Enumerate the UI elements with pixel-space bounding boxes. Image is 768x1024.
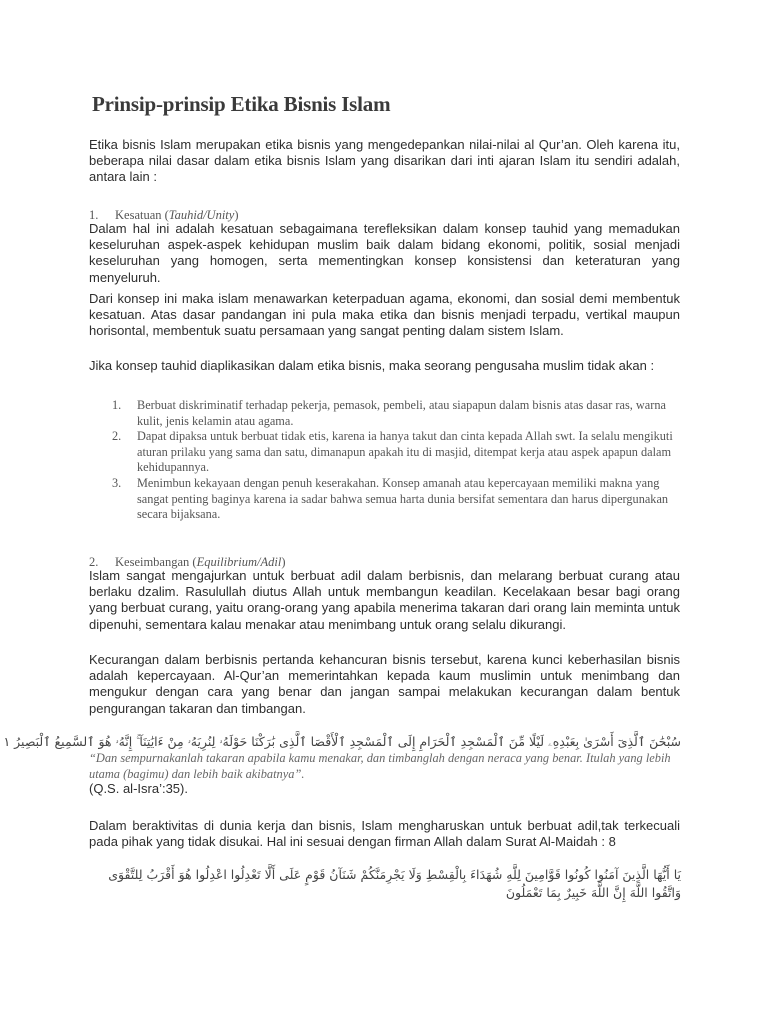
list-item: 1. Berbuat diskriminatif terhadap pekerja, pemasok, pembeli, atau siapapun dalam bisnis atas dasar ras, warna kulit, jenis kelamin atau agama.	[112, 398, 666, 428]
section-title-italic: Equilibrium/Adil	[196, 555, 282, 569]
page-title: Prinsip-prinsip Etika Bisnis Islam	[92, 92, 391, 116]
section-number: 2.	[89, 555, 99, 569]
section-2-paragraph-3: Dalam beraktivitas di dunia kerja dan bisnis, Islam mengharuskan untuk berbuat adil,tak terkecuali pada pihak yang tidak disukai. Hal ini sesuai dengan firman Allah dalam Surat Al-Maidah : 8	[89, 818, 680, 850]
list-item: 3. Menimbun kekayaan dengan penuh keserakahan. Konsep amanah atau kepercayaan memiliki makna yang sangat penting baginya karena ia sadar bahwa semua harta dunia bersifat sementara dan harus dipergunakan secara bijaksana.	[112, 475, 669, 522]
section-2-paragraph-2: Kecurangan dalam berbisnis pertanda kehancuran bisnis tersebut, karena kunci keberhasilan bisnis adalah kepercayaan. Al-Qur’an memerintahkan kepada kaum muslimin untuk menimbang dan mengukur dengan cara yang benar dan jangan sampai melakukan kecurangan dalam bentuk pengurangan takaran dan timbangan.	[89, 652, 680, 716]
verse-translation: “Dan sempurnakanlah takaran apabila kamu menakar, dan timbanglah dengan neraca yang benar. Itulah yang lebih utama (bagimu) dan lebih baik akibatnya”.	[89, 751, 671, 781]
section-title: Kesatuan (	[115, 208, 169, 222]
section-title-italic: Tauhid/Unity	[168, 208, 235, 222]
section-1-paragraph-1: Dalam hal ini adalah kesatuan sebagaimana terefleksikan dalam konsep tauhid yang memadukan keseluruhan aspek-aspek kehidupan muslim baik dalam bidang ekonomi, politik, sosial menjadi keseluruhan yang homogen, serta mementingkan konsep konsistensi dan keteraturan yang menyeluruh.	[89, 221, 680, 285]
section-title-close: )	[234, 208, 239, 222]
section-1-paragraph-2: Dari konsep ini maka islam menawarkan keterpaduan agama, ekonomi, dan sosial demi membentuk kesatuan. Atas dasar pandangan ini pula maka etika dan bisnis menjadi terpadu, vertikal maupun horisontal, membentuk suatu persamaan yang sangat penting dalam sistem Islam.	[89, 291, 680, 339]
section-number: 1.	[89, 208, 99, 222]
arabic-verse-1: سُبْحَٰنَ ٱلَّذِىٓ أَسْرَىٰ بِعَبْدِهِۦ لَيْلًا مِّنَ ٱلْمَسْجِدِ ٱلْحَرَامِ إِلَى ٱلْمَسْجِدِ ٱلْأَقْصَا ٱلَّذِى بَٰرَكْنَا حَوْلَهُۥ لِنُرِيَهُۥ مِنْ ءَايَٰتِنَآ ۚ إِنَّهُۥ هُوَ ٱلسَّمِيعُ ٱلْبَصِيرُ ١	[3, 734, 681, 749]
section-2-paragraph-1: Islam sangat mengajurkan untuk berbuat adil dalam berbisnis, dan melarang berbuat curang atau berlaku dzalim. Rasulullah diutus Allah untuk membangun keadilan. Kecelakaan besar bagi orang yang berbuat curang, yaitu orang-orang yang apabila menerima takaran dari orang lain meminta untuk dipenuhi, sementara kalau menakar atau menimbang untuk orang selalu dikurangi.	[89, 568, 680, 632]
section-title: Keseimbangan (	[115, 555, 197, 569]
section-1-list	[112, 398, 684, 523]
arabic-verse-2: يَا أَيُّهَا الَّذِينَ آمَنُوا كُونُوا قَوَّامِينَ لِلَّهِ شُهَدَاءَ بِالْقِسْطِ وَلَا يَجْرِمَنَّكُمْ شَنَآنُ قَوْمٍ عَلَى أَلَّا تَعْدِلُوا اعْدِلُوا هُوَ أَقْرَبُ لِلتَّقْوَى وَاتَّقُوا اللَّهَ إِنَّ اللَّهَ خَبِيرٌ بِمَا تَعْمَلُونَ	[108, 867, 681, 900]
verse-reference: (Q.S. al-Isra’:35).	[89, 781, 188, 796]
section-1-paragraph-3: Jika konsep tauhid diaplikasikan dalam etika bisnis, maka seorang pengusaha muslim tidak akan :	[89, 358, 655, 373]
section-title-close: )	[281, 555, 286, 569]
intro-paragraph: Etika bisnis Islam merupakan etika bisnis yang mengedepankan nilai-nilai al Qur’an. Oleh karena itu, beberapa nilai dasar dalam etika bisnis Islam yang disarikan dari inti ajaran Islam itu sendiri adalah, antara lain :	[89, 137, 680, 185]
list-item: 2. Dapat dipaksa untuk berbuat tidak etis, karena ia hanya takut dan cinta kepada Allah swt. Ia selalu mengikuti aturan prilaku yang sama dan satu, dimanapun apakah itu di masjid, ditempat kerja atau aspek apapun dalam kehidupannya.	[112, 429, 673, 475]
